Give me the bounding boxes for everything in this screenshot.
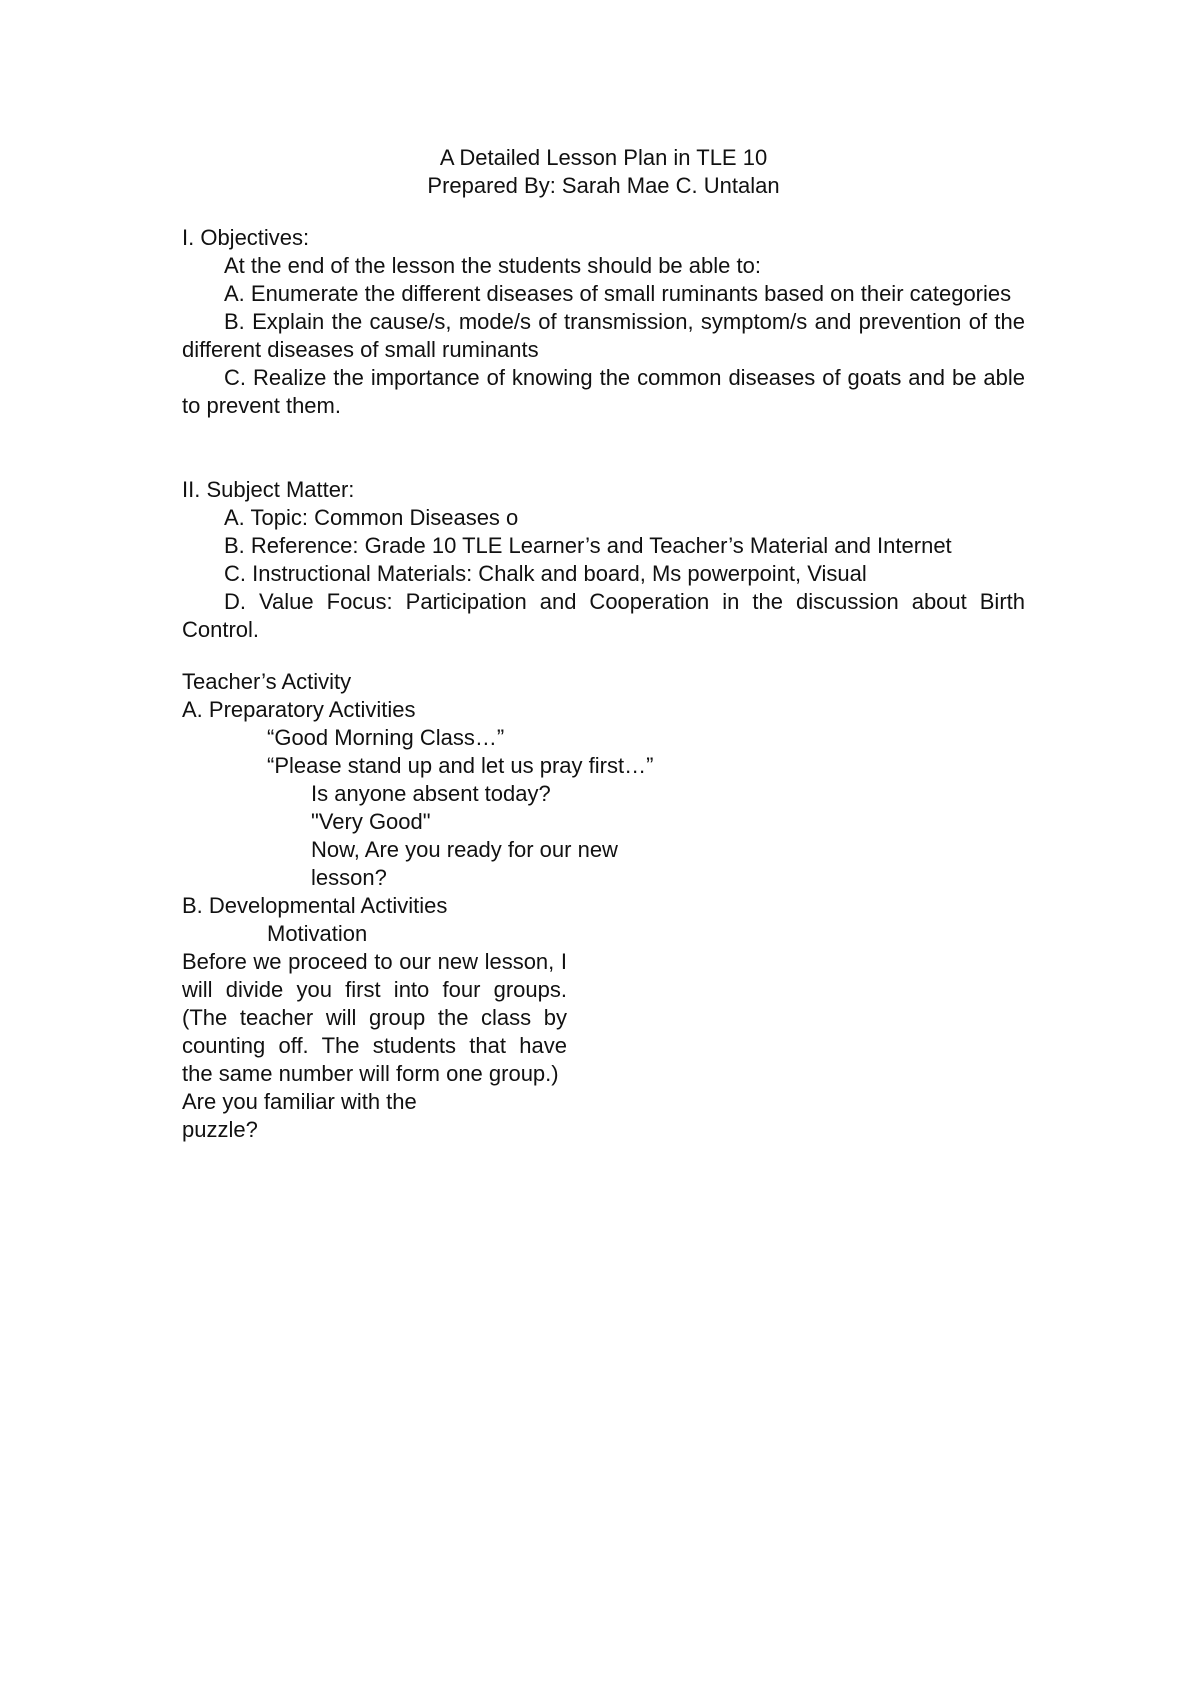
subject-matter-value-focus: D. Value Focus: Participation and Cooperation in the discussion about Birth Control. xyxy=(182,589,1025,642)
spacer xyxy=(182,200,1025,224)
subject-matter-reference: B. Reference: Grade 10 TLE Learner’s and Teacher’s Material and Internet xyxy=(224,533,952,558)
document-title: A Detailed Lesson Plan in TLE 10 xyxy=(439,145,768,170)
prayer-line: “Please stand up and let us pray first…” xyxy=(267,753,654,778)
objective-item-c: C. Realize the importance of knowing the common diseases of goats and be able to prevent them. xyxy=(182,365,1025,418)
developmental-activities-heading: B. Developmental Activities xyxy=(182,893,448,918)
attendance-line: Is anyone absent today? xyxy=(311,781,551,806)
ready-question-text: Now, Are you ready for our new lesson? xyxy=(311,837,618,890)
subject-matter-heading: II. Subject Matter: xyxy=(182,477,355,502)
puzzle-question-line-1: Are you familiar with the xyxy=(182,1089,417,1114)
motivation-heading: Motivation xyxy=(267,921,368,946)
document-content xyxy=(182,144,1025,1144)
spacer xyxy=(182,644,1025,668)
subject-matter-topic: A. Topic: Common Diseases o xyxy=(224,505,519,530)
subject-matter-materials: C. Instructional Materials: Chalk and board, Ms powerpoint, Visual xyxy=(224,561,867,586)
very-good-line: "Very Good" xyxy=(311,809,431,834)
spacer xyxy=(182,420,1025,476)
teachers-activity-heading: Teacher’s Activity xyxy=(182,669,352,694)
objectives-heading: I. Objectives: xyxy=(182,225,310,250)
puzzle-question-line-2: puzzle? xyxy=(182,1117,258,1142)
objective-item-a: A. Enumerate the different diseases of small ruminants based on their categories xyxy=(224,281,1012,306)
motivation-text: Before we proceed to our new lesson, I will divide you first into four groups. (The teacher will group the class by counting off. The students that have the same number will form one group.) xyxy=(182,949,567,1086)
prepared-by-line: Prepared By: Sarah Mae C. Untalan xyxy=(427,173,780,198)
objectives-intro: At the end of the lesson the students should be able to: xyxy=(224,253,761,278)
objective-item-b: B. Explain the cause/s, mode/s of transmission, symptom/s and prevention of the different diseases of small ruminants xyxy=(182,309,1025,362)
preparatory-activities-heading: A. Preparatory Activities xyxy=(182,697,416,722)
ready-question-block xyxy=(182,836,1025,892)
greeting-line: “Good Morning Class…” xyxy=(267,725,505,750)
